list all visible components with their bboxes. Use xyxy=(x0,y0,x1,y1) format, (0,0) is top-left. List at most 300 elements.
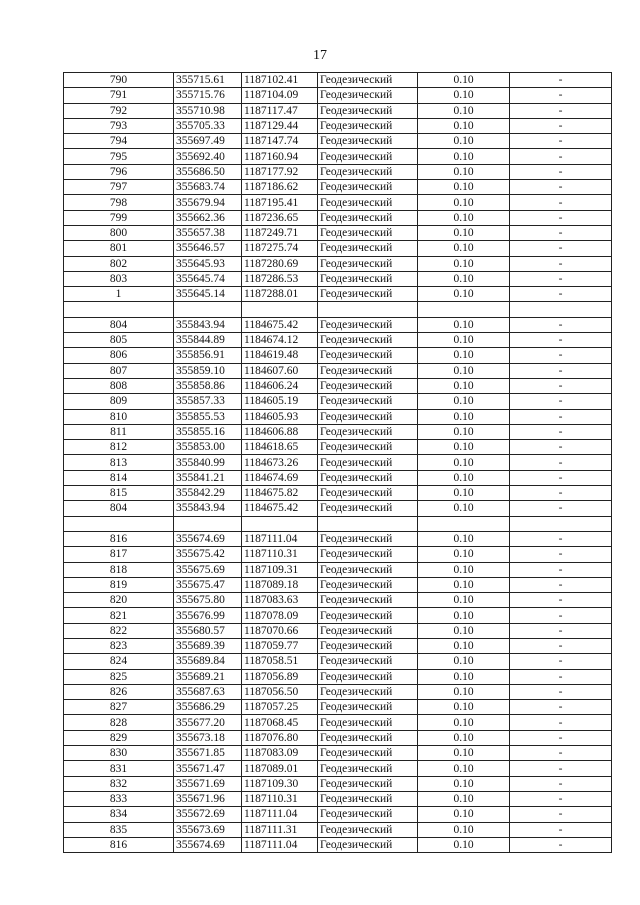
point-number-cell: 824 xyxy=(64,654,174,669)
method-cell: Геодезический xyxy=(318,577,418,592)
y-coordinate-cell: 1184675.82 xyxy=(242,486,318,501)
table-row xyxy=(64,149,612,164)
accuracy-cell: 0.10 xyxy=(418,164,510,179)
accuracy-cell: 0.10 xyxy=(418,333,510,348)
table-row xyxy=(64,730,612,745)
y-coordinate-cell: 1184674.12 xyxy=(242,333,318,348)
x-coordinate-cell: 355857.33 xyxy=(174,394,242,409)
point-number-cell: 800 xyxy=(64,225,174,240)
y-coordinate-cell xyxy=(242,302,318,317)
extra-cell: - xyxy=(510,470,612,485)
x-coordinate-cell: 355645.14 xyxy=(174,287,242,302)
x-coordinate-cell xyxy=(174,302,242,317)
accuracy-cell: 0.10 xyxy=(418,608,510,623)
y-coordinate-cell: 1184619.48 xyxy=(242,348,318,363)
point-number-cell: 829 xyxy=(64,730,174,745)
x-coordinate-cell: 355855.53 xyxy=(174,409,242,424)
point-number-cell: 790 xyxy=(64,73,174,88)
extra-cell: - xyxy=(510,118,612,133)
method-cell: Геодезический xyxy=(318,455,418,470)
y-coordinate-cell: 1187129.44 xyxy=(242,118,318,133)
x-coordinate-cell: 355679.94 xyxy=(174,195,242,210)
extra-cell: - xyxy=(510,837,612,852)
extra-cell: - xyxy=(510,608,612,623)
x-coordinate-cell: 355683.74 xyxy=(174,180,242,195)
x-coordinate-cell: 355646.57 xyxy=(174,241,242,256)
accuracy-cell: 0.10 xyxy=(418,715,510,730)
method-cell: Геодезический xyxy=(318,470,418,485)
point-number-cell: 810 xyxy=(64,409,174,424)
y-coordinate-cell: 1187058.51 xyxy=(242,654,318,669)
table-row xyxy=(64,807,612,822)
accuracy-cell: 0.10 xyxy=(418,807,510,822)
table-row xyxy=(64,424,612,439)
x-coordinate-cell: 355689.84 xyxy=(174,654,242,669)
x-coordinate-cell: 355843.94 xyxy=(174,501,242,516)
table-row xyxy=(64,746,612,761)
table-row xyxy=(64,317,612,332)
x-coordinate-cell: 355715.76 xyxy=(174,88,242,103)
y-coordinate-cell: 1184673.26 xyxy=(242,455,318,470)
x-coordinate-cell: 355680.57 xyxy=(174,623,242,638)
y-coordinate-cell: 1187056.50 xyxy=(242,684,318,699)
extra-cell: - xyxy=(510,547,612,562)
table-row xyxy=(64,562,612,577)
y-coordinate-cell: 1187109.30 xyxy=(242,776,318,791)
method-cell: Геодезический xyxy=(318,746,418,761)
table-row xyxy=(64,348,612,363)
table-row xyxy=(64,470,612,485)
point-number-cell: 832 xyxy=(64,776,174,791)
table-row xyxy=(64,271,612,286)
accuracy-cell: 0.10 xyxy=(418,486,510,501)
table-row xyxy=(64,623,612,638)
y-coordinate-cell: 1187104.09 xyxy=(242,88,318,103)
extra-cell: - xyxy=(510,638,612,653)
extra-cell: - xyxy=(510,501,612,516)
method-cell: Геодезический xyxy=(318,271,418,286)
table-row xyxy=(64,164,612,179)
point-number-cell: 819 xyxy=(64,577,174,592)
method-cell xyxy=(318,516,418,531)
method-cell: Геодезический xyxy=(318,684,418,699)
method-cell: Геодезический xyxy=(318,333,418,348)
table-row xyxy=(64,654,612,669)
method-cell xyxy=(318,302,418,317)
y-coordinate-cell: 1187076.80 xyxy=(242,730,318,745)
point-number-cell: 794 xyxy=(64,134,174,149)
x-coordinate-cell: 355671.47 xyxy=(174,761,242,776)
point-number-cell xyxy=(64,516,174,531)
point-number-cell: 803 xyxy=(64,271,174,286)
accuracy-cell: 0.10 xyxy=(418,195,510,210)
table-row xyxy=(64,547,612,562)
accuracy-cell: 0.10 xyxy=(418,363,510,378)
extra-cell: - xyxy=(510,440,612,455)
accuracy-cell: 0.10 xyxy=(418,180,510,195)
x-coordinate-cell: 355843.94 xyxy=(174,317,242,332)
point-number-cell: 809 xyxy=(64,394,174,409)
table-row xyxy=(64,669,612,684)
x-coordinate-cell: 355677.20 xyxy=(174,715,242,730)
x-coordinate-cell: 355855.16 xyxy=(174,424,242,439)
table-row xyxy=(64,73,612,88)
point-number-cell: 795 xyxy=(64,149,174,164)
extra-cell: - xyxy=(510,424,612,439)
point-number-cell: 816 xyxy=(64,837,174,852)
accuracy-cell: 0.10 xyxy=(418,638,510,653)
point-number-cell: 820 xyxy=(64,593,174,608)
accuracy-cell: 0.10 xyxy=(418,88,510,103)
x-coordinate-cell: 355689.21 xyxy=(174,669,242,684)
method-cell: Геодезический xyxy=(318,88,418,103)
point-number-cell: 816 xyxy=(64,531,174,546)
point-number-cell: 797 xyxy=(64,180,174,195)
point-number-cell: 806 xyxy=(64,348,174,363)
extra-cell: - xyxy=(510,761,612,776)
accuracy-cell: 0.10 xyxy=(418,746,510,761)
point-number-cell: 802 xyxy=(64,256,174,271)
accuracy-cell: 0.10 xyxy=(418,348,510,363)
table-row xyxy=(64,593,612,608)
point-number-cell: 835 xyxy=(64,822,174,837)
point-number-cell: 812 xyxy=(64,440,174,455)
method-cell: Геодезический xyxy=(318,791,418,806)
table-row xyxy=(64,88,612,103)
accuracy-cell: 0.10 xyxy=(418,73,510,88)
x-coordinate-cell: 355844.89 xyxy=(174,333,242,348)
y-coordinate-cell: 1187275.74 xyxy=(242,241,318,256)
extra-cell: - xyxy=(510,562,612,577)
extra-cell: - xyxy=(510,103,612,118)
method-cell: Геодезический xyxy=(318,562,418,577)
x-coordinate-cell: 355671.96 xyxy=(174,791,242,806)
accuracy-cell: 0.10 xyxy=(418,225,510,240)
table-row xyxy=(64,333,612,348)
extra-cell: - xyxy=(510,623,612,638)
y-coordinate-cell: 1184606.24 xyxy=(242,378,318,393)
y-coordinate-cell: 1187147.74 xyxy=(242,134,318,149)
x-coordinate-cell: 355645.74 xyxy=(174,271,242,286)
point-number-cell: 821 xyxy=(64,608,174,623)
extra-cell: - xyxy=(510,776,612,791)
table-row xyxy=(64,363,612,378)
accuracy-cell: 0.10 xyxy=(418,256,510,271)
accuracy-cell: 0.10 xyxy=(418,700,510,715)
x-coordinate-cell: 355671.69 xyxy=(174,776,242,791)
y-coordinate-cell: 1187236.65 xyxy=(242,210,318,225)
table-row xyxy=(64,394,612,409)
table-row xyxy=(64,700,612,715)
accuracy-cell: 0.10 xyxy=(418,455,510,470)
y-coordinate-cell: 1187078.09 xyxy=(242,608,318,623)
y-coordinate-cell: 1184674.69 xyxy=(242,470,318,485)
extra-cell: - xyxy=(510,577,612,592)
accuracy-cell: 0.10 xyxy=(418,623,510,638)
accuracy-cell: 0.10 xyxy=(418,378,510,393)
method-cell: Геодезический xyxy=(318,547,418,562)
extra-cell: - xyxy=(510,363,612,378)
method-cell: Геодезический xyxy=(318,654,418,669)
x-coordinate-cell: 355673.18 xyxy=(174,730,242,745)
method-cell: Геодезический xyxy=(318,822,418,837)
table-row xyxy=(64,287,612,302)
point-number-cell: 813 xyxy=(64,455,174,470)
accuracy-cell: 0.10 xyxy=(418,761,510,776)
y-coordinate-cell: 1184618.65 xyxy=(242,440,318,455)
extra-cell: - xyxy=(510,409,612,424)
method-cell: Геодезический xyxy=(318,501,418,516)
point-number-cell: 818 xyxy=(64,562,174,577)
accuracy-cell: 0.10 xyxy=(418,134,510,149)
table-row xyxy=(64,409,612,424)
y-coordinate-cell: 1187056.89 xyxy=(242,669,318,684)
extra-cell: - xyxy=(510,654,612,669)
point-number-cell: 804 xyxy=(64,317,174,332)
table-row xyxy=(64,531,612,546)
table-row xyxy=(64,684,612,699)
accuracy-cell xyxy=(418,516,510,531)
extra-cell: - xyxy=(510,715,612,730)
accuracy-cell: 0.10 xyxy=(418,394,510,409)
table-row xyxy=(64,195,612,210)
method-cell: Геодезический xyxy=(318,225,418,240)
accuracy-cell: 0.10 xyxy=(418,317,510,332)
point-number-cell: 822 xyxy=(64,623,174,638)
table-row xyxy=(64,715,612,730)
accuracy-cell: 0.10 xyxy=(418,593,510,608)
y-coordinate-cell: 1187083.63 xyxy=(242,593,318,608)
point-number-cell: 828 xyxy=(64,715,174,730)
point-number-cell xyxy=(64,302,174,317)
table-row xyxy=(64,608,612,623)
x-coordinate-cell: 355675.42 xyxy=(174,547,242,562)
extra-cell: - xyxy=(510,271,612,286)
x-coordinate-cell: 355687.63 xyxy=(174,684,242,699)
y-coordinate-cell: 1187110.31 xyxy=(242,547,318,562)
x-coordinate-cell: 355675.80 xyxy=(174,593,242,608)
y-coordinate-cell: 1187083.09 xyxy=(242,746,318,761)
y-coordinate-cell: 1187195.41 xyxy=(242,195,318,210)
method-cell: Геодезический xyxy=(318,669,418,684)
x-coordinate-cell: 355859.10 xyxy=(174,363,242,378)
accuracy-cell: 0.10 xyxy=(418,424,510,439)
method-cell: Геодезический xyxy=(318,776,418,791)
accuracy-cell: 0.10 xyxy=(418,149,510,164)
x-coordinate-cell: 355673.69 xyxy=(174,822,242,837)
method-cell: Геодезический xyxy=(318,149,418,164)
accuracy-cell: 0.10 xyxy=(418,501,510,516)
point-number-cell: 798 xyxy=(64,195,174,210)
method-cell: Геодезический xyxy=(318,241,418,256)
y-coordinate-cell: 1187288.01 xyxy=(242,287,318,302)
extra-cell: - xyxy=(510,88,612,103)
x-coordinate-cell: 355710.98 xyxy=(174,103,242,118)
method-cell: Геодезический xyxy=(318,363,418,378)
x-coordinate-cell: 355676.99 xyxy=(174,608,242,623)
method-cell: Геодезический xyxy=(318,394,418,409)
method-cell: Геодезический xyxy=(318,424,418,439)
point-number-cell: 817 xyxy=(64,547,174,562)
method-cell: Геодезический xyxy=(318,378,418,393)
point-number-cell: 833 xyxy=(64,791,174,806)
accuracy-cell: 0.10 xyxy=(418,669,510,684)
x-coordinate-cell: 355715.61 xyxy=(174,73,242,88)
method-cell: Геодезический xyxy=(318,638,418,653)
extra-cell xyxy=(510,516,612,531)
table-row xyxy=(64,241,612,256)
extra-cell: - xyxy=(510,180,612,195)
extra-cell: - xyxy=(510,195,612,210)
table-row xyxy=(64,761,612,776)
table-row xyxy=(64,180,612,195)
y-coordinate-cell xyxy=(242,516,318,531)
table-row xyxy=(64,501,612,516)
accuracy-cell: 0.10 xyxy=(418,562,510,577)
accuracy-cell: 0.10 xyxy=(418,103,510,118)
method-cell: Геодезический xyxy=(318,531,418,546)
table-row xyxy=(64,118,612,133)
y-coordinate-cell: 1187057.25 xyxy=(242,700,318,715)
table-row xyxy=(64,776,612,791)
y-coordinate-cell: 1184675.42 xyxy=(242,317,318,332)
extra-cell: - xyxy=(510,73,612,88)
method-cell: Геодезический xyxy=(318,440,418,455)
extra-cell xyxy=(510,302,612,317)
method-cell: Геодезический xyxy=(318,103,418,118)
y-coordinate-cell: 1187117.47 xyxy=(242,103,318,118)
accuracy-cell: 0.10 xyxy=(418,730,510,745)
extra-cell: - xyxy=(510,593,612,608)
x-coordinate-cell: 355692.40 xyxy=(174,149,242,164)
y-coordinate-cell: 1187089.01 xyxy=(242,761,318,776)
y-coordinate-cell: 1187111.04 xyxy=(242,807,318,822)
accuracy-cell: 0.10 xyxy=(418,210,510,225)
x-coordinate-cell: 355705.33 xyxy=(174,118,242,133)
extra-cell: - xyxy=(510,394,612,409)
y-coordinate-cell: 1187068.45 xyxy=(242,715,318,730)
y-coordinate-cell: 1187102.41 xyxy=(242,73,318,88)
point-number-cell: 825 xyxy=(64,669,174,684)
point-number-cell: 814 xyxy=(64,470,174,485)
x-coordinate-cell: 355662.36 xyxy=(174,210,242,225)
point-number-cell: 815 xyxy=(64,486,174,501)
y-coordinate-cell: 1184607.60 xyxy=(242,363,318,378)
point-number-cell: 799 xyxy=(64,210,174,225)
extra-cell: - xyxy=(510,256,612,271)
method-cell: Геодезический xyxy=(318,730,418,745)
x-coordinate-cell: 355856.91 xyxy=(174,348,242,363)
extra-cell: - xyxy=(510,225,612,240)
point-number-cell: 808 xyxy=(64,378,174,393)
point-number-cell: 811 xyxy=(64,424,174,439)
accuracy-cell: 0.10 xyxy=(418,837,510,852)
table-row xyxy=(64,134,612,149)
method-cell: Геодезический xyxy=(318,837,418,852)
y-coordinate-cell: 1187111.31 xyxy=(242,822,318,837)
accuracy-cell: 0.10 xyxy=(418,547,510,562)
table-row xyxy=(64,791,612,806)
method-cell: Геодезический xyxy=(318,715,418,730)
extra-cell: - xyxy=(510,669,612,684)
table-row xyxy=(64,822,612,837)
y-coordinate-cell: 1187186.62 xyxy=(242,180,318,195)
method-cell: Геодезический xyxy=(318,256,418,271)
x-coordinate-cell: 355675.69 xyxy=(174,562,242,577)
accuracy-cell: 0.10 xyxy=(418,654,510,669)
x-coordinate-cell: 355674.69 xyxy=(174,837,242,852)
extra-cell: - xyxy=(510,317,612,332)
accuracy-cell: 0.10 xyxy=(418,409,510,424)
y-coordinate-cell: 1184605.93 xyxy=(242,409,318,424)
y-coordinate-cell: 1187070.66 xyxy=(242,623,318,638)
table-separator-row xyxy=(64,516,612,531)
extra-cell: - xyxy=(510,684,612,699)
extra-cell: - xyxy=(510,486,612,501)
accuracy-cell: 0.10 xyxy=(418,287,510,302)
x-coordinate-cell: 355686.29 xyxy=(174,700,242,715)
point-number-cell: 830 xyxy=(64,746,174,761)
x-coordinate-cell: 355674.69 xyxy=(174,531,242,546)
accuracy-cell: 0.10 xyxy=(418,440,510,455)
extra-cell: - xyxy=(510,700,612,715)
x-coordinate-cell: 355675.47 xyxy=(174,577,242,592)
table-row xyxy=(64,837,612,852)
table-row xyxy=(64,256,612,271)
method-cell: Геодезический xyxy=(318,409,418,424)
extra-cell: - xyxy=(510,791,612,806)
method-cell: Геодезический xyxy=(318,623,418,638)
x-coordinate-cell: 355841.21 xyxy=(174,470,242,485)
accuracy-cell: 0.10 xyxy=(418,470,510,485)
method-cell: Геодезический xyxy=(318,593,418,608)
x-coordinate-cell: 355858.86 xyxy=(174,378,242,393)
y-coordinate-cell: 1184605.19 xyxy=(242,394,318,409)
extra-cell: - xyxy=(510,348,612,363)
method-cell: Геодезический xyxy=(318,348,418,363)
method-cell: Геодезический xyxy=(318,807,418,822)
point-number-cell: 831 xyxy=(64,761,174,776)
x-coordinate-cell: 355697.49 xyxy=(174,134,242,149)
extra-cell: - xyxy=(510,730,612,745)
y-coordinate-cell: 1187249.71 xyxy=(242,225,318,240)
point-number-cell: 827 xyxy=(64,700,174,715)
x-coordinate-cell: 355686.50 xyxy=(174,164,242,179)
y-coordinate-cell: 1187089.18 xyxy=(242,577,318,592)
coordinates-table-body xyxy=(64,73,612,853)
accuracy-cell: 0.10 xyxy=(418,577,510,592)
accuracy-cell: 0.10 xyxy=(418,684,510,699)
table-row xyxy=(64,577,612,592)
table-row xyxy=(64,486,612,501)
x-coordinate-cell: 355853.00 xyxy=(174,440,242,455)
extra-cell: - xyxy=(510,807,612,822)
table-row xyxy=(64,440,612,455)
method-cell: Геодезический xyxy=(318,118,418,133)
accuracy-cell: 0.10 xyxy=(418,791,510,806)
accuracy-cell xyxy=(418,302,510,317)
accuracy-cell: 0.10 xyxy=(418,822,510,837)
extra-cell: - xyxy=(510,134,612,149)
method-cell: Геодезический xyxy=(318,608,418,623)
extra-cell: - xyxy=(510,531,612,546)
point-number-cell: 834 xyxy=(64,807,174,822)
y-coordinate-cell: 1187111.04 xyxy=(242,837,318,852)
x-coordinate-cell: 355842.29 xyxy=(174,486,242,501)
point-number-cell: 793 xyxy=(64,118,174,133)
accuracy-cell: 0.10 xyxy=(418,271,510,286)
method-cell: Геодезический xyxy=(318,73,418,88)
